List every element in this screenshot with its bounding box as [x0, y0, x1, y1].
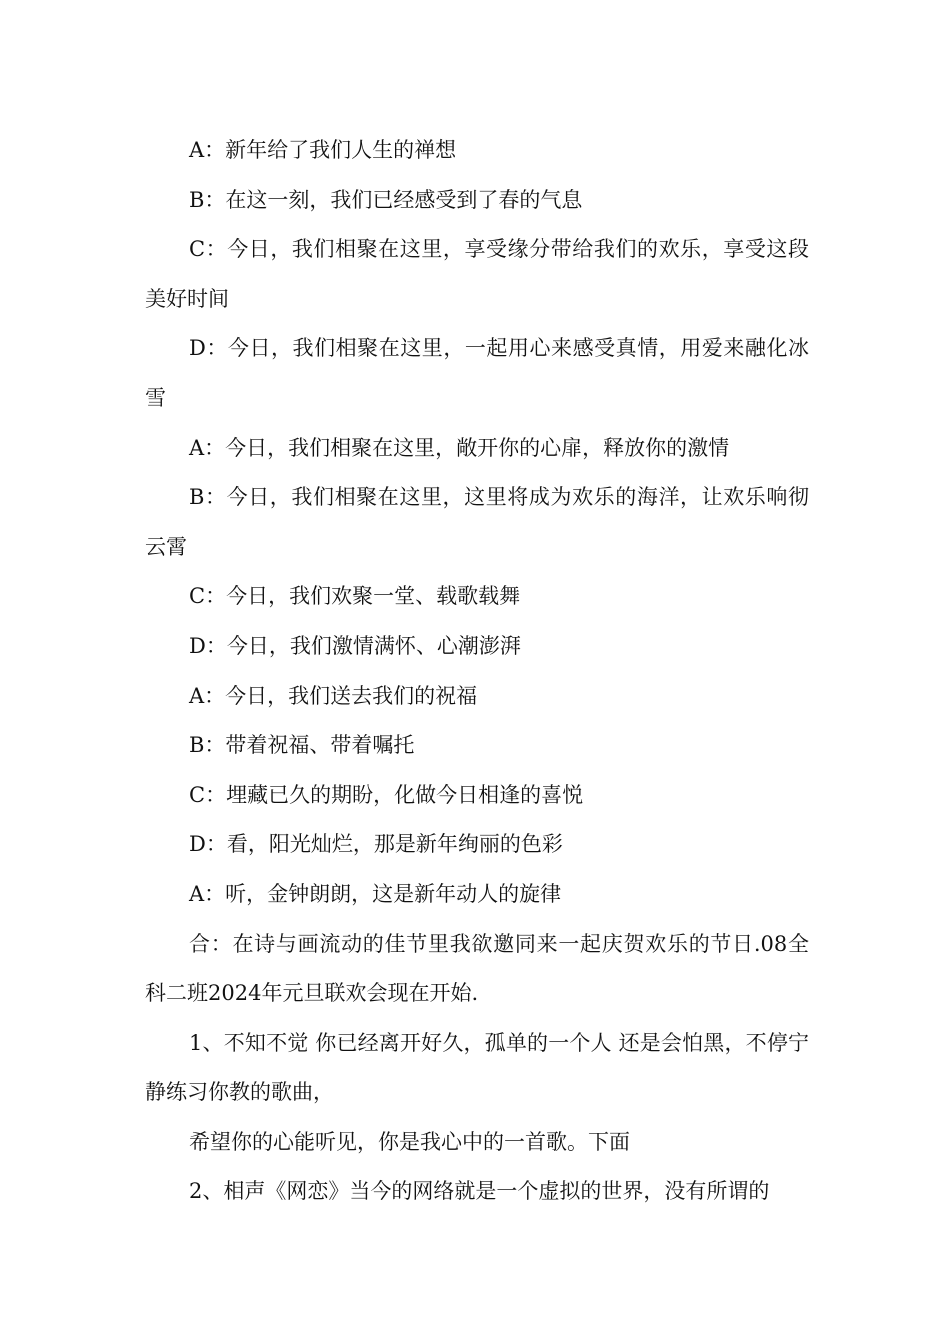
paragraph-line: 1、不知不觉 你已经离开好久，孤单的一个人 还是会怕黑，不停宁静练习你教的歌曲，	[145, 1030, 809, 1105]
paragraph-line: A：听，金钟朗朗，这是新年动人的旋律	[189, 881, 562, 906]
paragraph-line: D：看，阳光灿烂，那是新年绚丽的色彩	[189, 832, 563, 857]
paragraph-line: C：今日，我们相聚在这里，享受缘分带给我们的欢乐，享受这段美好时间	[145, 237, 809, 311]
paragraph-line: A：今日，我们送去我们的祝福	[189, 683, 478, 708]
paragraph-line: C：今日，我们欢聚一堂、载歌载舞	[189, 584, 521, 609]
paragraph-line: D：今日，我们激情满怀、心潮澎湃	[189, 633, 521, 658]
document-body	[145, 126, 809, 1217]
paragraph-line: 合：在诗与画流动的佳节里我欲邀同来一起庆贺欢乐的节日.08全科二班2024年元旦联欢会现在开始.	[145, 931, 809, 1006]
paragraph-line: B：带着祝福、带着嘱托	[189, 733, 415, 758]
paragraph-line: D：今日，我们相聚在这里，一起用心来感受真情，用爱来融化冰雪	[145, 336, 809, 410]
paragraph-line: A：新年给了我们人生的禅想	[189, 138, 457, 162]
paragraph-line: 希望你的心能听见，你是我心中的一首歌。下面	[189, 1129, 630, 1154]
paragraph-line: 2、相声《网恋》当今的网络就是一个虚拟的世界，没有所谓的	[189, 1179, 770, 1204]
paragraph-line: B：在这一刻，我们已经感受到了春的气息	[189, 187, 583, 212]
paragraph-line: B：今日，我们相聚在这里，这里将成为欢乐的海洋，让欢乐响彻云霄	[145, 485, 809, 559]
paragraph-line: C：埋藏已久的期盼，化做今日相逢的喜悦	[189, 782, 584, 807]
paragraph-line: A：今日，我们相聚在这里，敞开你的心扉，释放你的激情	[189, 435, 730, 460]
